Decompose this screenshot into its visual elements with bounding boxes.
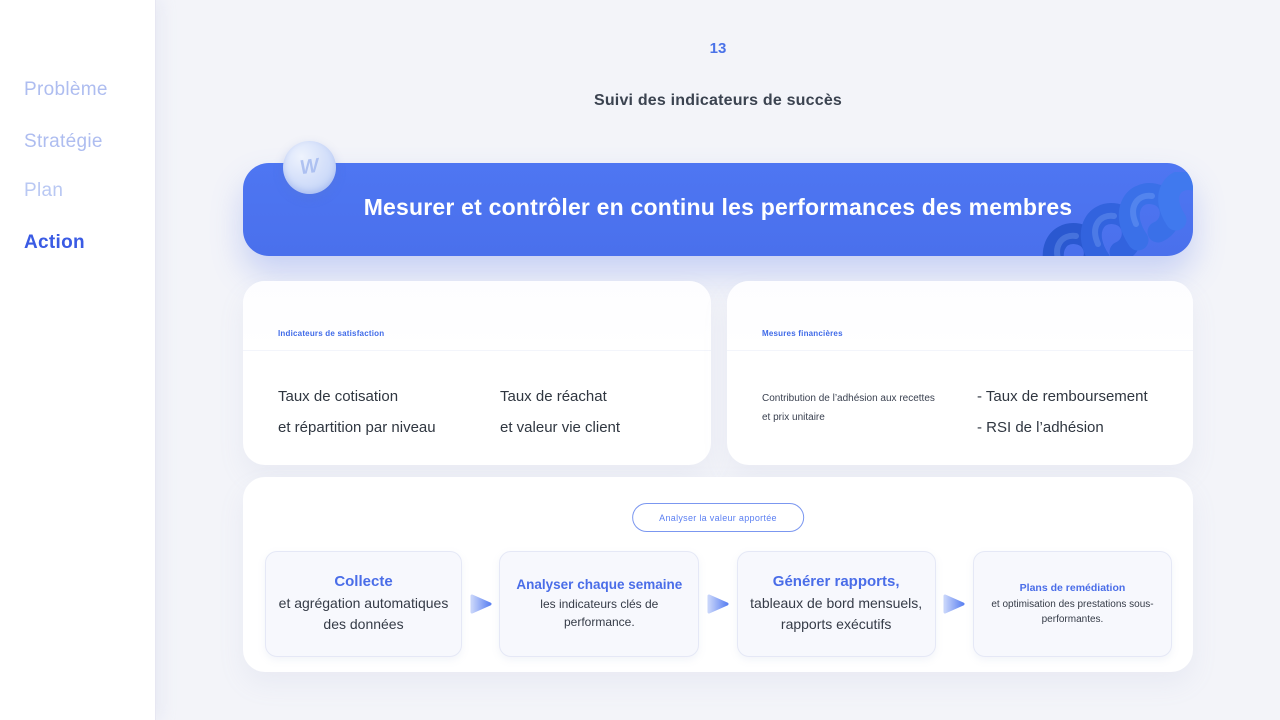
w-glyph: W (298, 154, 321, 180)
sidebar-item-action[interactable]: Action (24, 232, 85, 253)
arrow-right-icon (462, 592, 499, 616)
metric-line: Taux de réachat (500, 388, 607, 405)
metric-line: Contribution de l’adhésion aux recettes (762, 393, 935, 404)
process-steps-row (265, 551, 1172, 657)
process-panel (243, 477, 1193, 672)
step-card-analyser (499, 551, 699, 657)
step-card-remediation (973, 551, 1172, 657)
step-title: Collecte (334, 573, 393, 590)
metric-line: et prix unitaire (762, 412, 825, 423)
metric-line: et répartition par niveau (278, 419, 436, 436)
page-title: Suivi des indicateurs de succès (593, 92, 843, 109)
financial-metric-contribution (762, 381, 977, 443)
metric-line: et valeur vie client (500, 419, 621, 436)
sidebar (0, 0, 156, 720)
analyse-value-pill-button[interactable]: Analyser la valeur apportée (632, 503, 804, 532)
step-description: les indicateurs clés de performance. (540, 597, 659, 629)
step-card-collecte (265, 551, 462, 657)
step-title: Plans de remédiation (1019, 581, 1126, 594)
step-card-generer (737, 551, 936, 657)
satisfaction-card-header (243, 281, 711, 351)
sidebar-item-plan[interactable]: Plan (24, 180, 64, 201)
page-number: 13 (709, 40, 727, 57)
sidebar-item-probleme[interactable]: Problème (24, 79, 108, 100)
financial-card (727, 281, 1193, 465)
metric-line: - RSI de l’adhésion (977, 419, 1104, 436)
sidebar-item-strategie[interactable]: Stratégie (24, 131, 103, 152)
step-title: Générer rapports, (772, 573, 900, 590)
financial-card-header (727, 281, 1193, 351)
step-description: tableaux de bord mensuels, rapports exécutifs (750, 595, 923, 632)
satisfaction-metric-reachat (500, 381, 620, 443)
satisfaction-card (243, 281, 711, 465)
financial-card-label: Mesures financières (762, 329, 843, 338)
satisfaction-card-label: Indicateurs de satisfaction (278, 329, 385, 338)
step-title: Analyser chaque semaine (516, 577, 683, 592)
step-description: et optimisation des prestations sous-performantes. (991, 598, 1154, 625)
w-monogram-badge-icon (283, 141, 336, 194)
arrow-right-icon (699, 592, 736, 616)
banner-title: Mesurer et contrôler en continu les performances des membres (363, 194, 1073, 220)
financial-metric-list (977, 381, 1148, 443)
banner (243, 154, 1193, 256)
step-description: et agrégation automatiques des données (278, 595, 449, 632)
metric-line: Taux de cotisation (278, 388, 399, 405)
arrow-right-icon (936, 592, 973, 616)
satisfaction-metric-cotisation (278, 381, 500, 443)
metric-line: - Taux de remboursement (977, 388, 1148, 405)
